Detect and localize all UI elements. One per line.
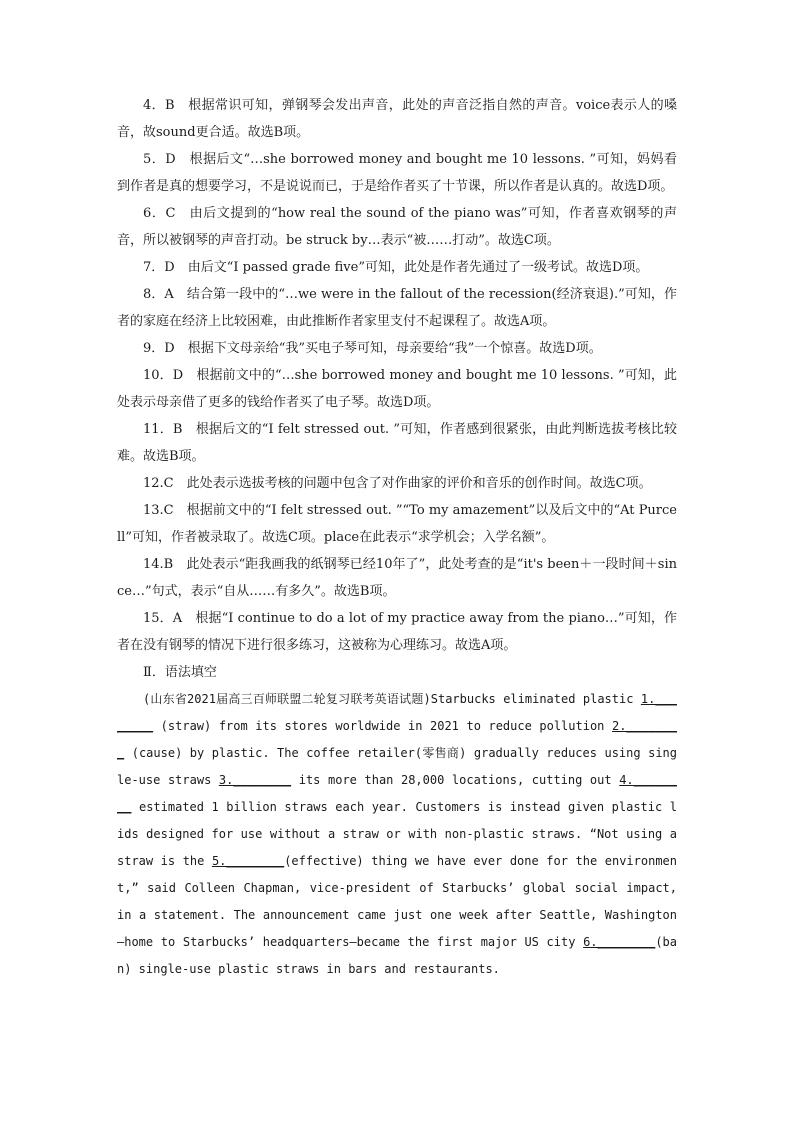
passage-text-3: (cause) by plastic. The coffee retailer(零售商) gradually reduces using single-use straws — [117, 746, 677, 787]
passage-source: (山东省2021届高三百师联盟二轮复习联考英语试题) — [143, 692, 431, 706]
passage-text-7: (ban) single-use plastic straws in bars and restaurants. — [117, 935, 677, 976]
answer-explanations — [117, 92, 677, 983]
blank-1: 1.________ — [117, 692, 677, 733]
blank-3: 3.________ — [218, 773, 292, 787]
blank-5: 5.________ — [211, 854, 285, 868]
passage-text-5: estimated 1 billion straws each year. Customers is instead given plastic lids designed for use without a straw or with non-plastic straws. “Not using a straw is the — [117, 800, 677, 868]
section-title-grammar-fill: Ⅱ．语法填空 — [143, 665, 217, 680]
passage-text-2: (straw) from its stores worldwide in 2021 to reduce pollution — [153, 719, 612, 733]
answer-8: 8．A 结合第一段中的“…we were in the fallout of the recession(经济衰退).”可知，作者的家庭在经济上比较困难，由此推断作者家里支付不起课程了。故选A项。 — [117, 287, 677, 329]
answer-15: 15．A 根据“I continue to do a lot of my practice away from the piano…”可知，作者在没有钢琴的情况下进行很多练习，这被称为心理练习。故选A项。 — [117, 611, 677, 653]
answer-12: 12.C 此处表示选拔考核的问题中包含了对作曲家的评价和音乐的创作时间。故选C项。 — [143, 476, 652, 491]
answer-4: 4．B 根据常识可知，弹钢琴会发出声音，此处的声音泛指自然的声音。voice表示人的嗓音，故sound更合适。故选B项。 — [117, 98, 677, 140]
grammar-passage — [117, 686, 677, 983]
passage-text-1: Starbucks eliminated plastic — [430, 692, 641, 706]
answer-13: 13.C 根据前文中的“I felt stressed out. ”“To my amazement”以及后文中的“At Purcell”可知，作者被录取了。故选C项。place在此表示“求学机会；入学名额”。 — [117, 503, 677, 545]
passage-text-4: its more than 28,000 locations, cutting out — [291, 773, 620, 787]
blank-6: 6.________ — [583, 935, 656, 949]
blank-4: 4.________ — [117, 773, 677, 814]
passage-text-6: (effective) thing we have ever done for the environment,” said Colleen Chapman, vice-president of Starbucks’ global social impact, in a statement. The announcement came just one week after Seattle, Washington—home to Starbucks’ headquarters—became the first major US city — [117, 854, 677, 949]
answer-6: 6．C 由后文提到的“how real the sound of the piano was”可知，作者喜欢钢琴的声音，所以被钢琴的声音打动。be struck by…表示“被……打动”。故选C项。 — [117, 206, 677, 248]
blank-2: 2.________ — [117, 719, 677, 760]
answer-7: 7．D 由后文“I passed grade five”可知，此处是作者先通过了一级考试。故选D项。 — [143, 260, 649, 275]
answer-14: 14.B 此处表示“距我画我的纸钢琴已经10年了”，此处考查的是“it's been＋一段时间＋since…”句式，表示“自从……有多久”。故选B项。 — [117, 557, 677, 599]
answer-10: 10．D 根据前文中的“…she borrowed money and bought me 10 lessons. ”可知，此处表示母亲借了更多的钱给作者买了电子琴。故选D项。 — [117, 368, 677, 410]
answer-11: 11．B 根据后文的“I felt stressed out. ”可知，作者感到很紧张，由此判断选拔考核比较难。故选B项。 — [117, 422, 677, 464]
answer-5: 5．D 根据后文“…she borrowed money and bought me 10 lessons. ”可知，妈妈看到作者是真的想要学习，不是说说而已，于是给作者买了十节课，所以作者是认真的。故选D项。 — [117, 152, 677, 194]
answer-9: 9．D 根据下文母亲给“我”买电子琴可知，母亲要给“我”一个惊喜。故选D项。 — [143, 341, 602, 356]
